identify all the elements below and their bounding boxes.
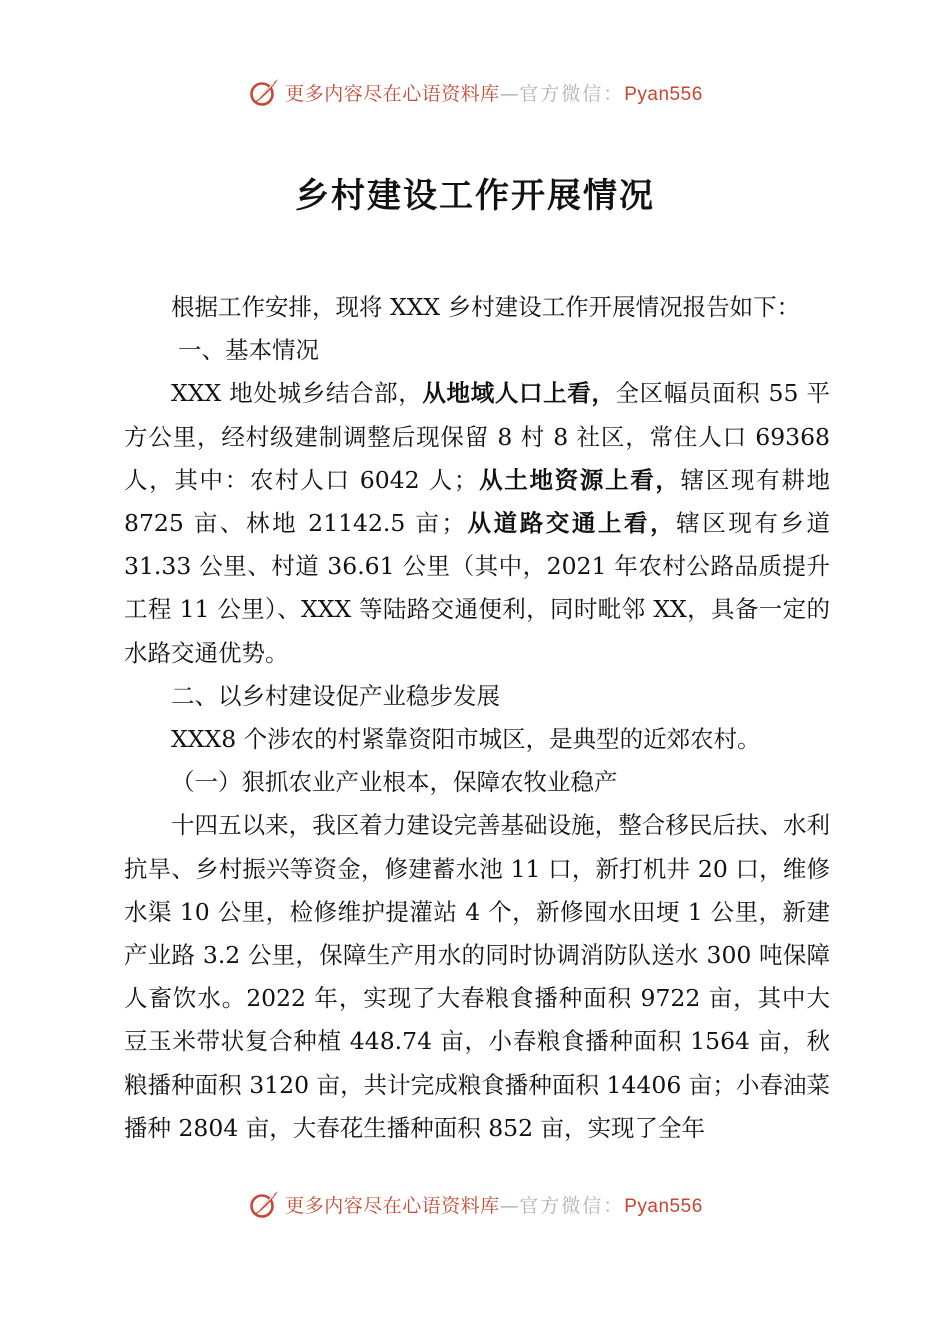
basic-info-bold-1: 从地域人口上看， <box>422 379 616 408</box>
subsection-heading-agriculture: （一）狠抓农业产业根本，保障农牧业稳产 <box>171 768 618 797</box>
watermark-wechat-label: 官方微信： <box>519 82 625 105</box>
basic-info-text-3: 辖区现有耕地 8725 亩、林地 21142.5 亩； <box>124 465 831 538</box>
intro-paragraph: 根据工作安排，现将 XXX 乡村建设工作开展情况报告如下： <box>171 293 801 321</box>
industry-intro-paragraph: XXX8 个涉农的村紧靠资阳市城区，是典型的近郊农村。 <box>171 725 761 754</box>
basic-info-text-1: XXX 地处城乡结合部， <box>171 379 423 408</box>
section-heading-industry: 二、以乡村建设促产业稳步发展 <box>171 681 500 710</box>
basic-info-paragraph <box>124 372 830 674</box>
watermark-text <box>285 79 703 106</box>
watermark-brand: 更多内容尽在心语资料库 <box>285 82 500 105</box>
watermark-wechat-label: 官方微信： <box>519 1194 625 1217</box>
watermark-separator: — <box>499 82 520 105</box>
agriculture-paragraph: 十四五以来，我区着力建设完善基础设施，整合移民后扶、水利抗旱、乡村振兴等资金，修建蓄水池 11 口，新打机井 20 口，维修水渠 10 公里，检修维护提灌站 4 个，新修囤水田埂 1 公里，新建产业路 3.2 公里，保障生产用水的同时协调消防队送水 300 吨保障人畜饮水。2022 年，实现了大春粮食播种面积 9722 亩，其中大豆玉米带状复合种植 448.74 亩，小春粮食播种面积 1564 亩，秋粮播种面积 3120 亩，共计完成粮食播种面积 14406 亩；小春油菜播种 2804 亩，大春花生播种面积 852 亩，实现了全年 <box>124 811 830 1142</box>
watermark-separator: — <box>499 1194 520 1217</box>
basic-info-bold-3: 从道路交通上看， <box>464 509 677 538</box>
watermark-wechat-id: Pyan556 <box>624 83 703 105</box>
document-body <box>124 286 830 1150</box>
footer-watermark <box>0 1184 950 1224</box>
watermark-text <box>285 1191 703 1218</box>
basic-info-text-4: 辖区现有乡道 31.33 公里、村道 36.61 公里（其中，2021 年农村公路品质提升工程 11 公里）、XXX 等陆路交通便利，同时毗邻 XX，具备一定的水路交通优势。 <box>124 509 831 667</box>
watermark-brand: 更多内容尽在心语资料库 <box>285 1194 500 1217</box>
header-watermark <box>0 72 950 112</box>
document-title: 乡村建设工作开展情况 <box>295 176 655 216</box>
basic-info-bold-2: 从土地资源上看， <box>477 465 681 494</box>
basic-info-text-2: 全区幅员面积 55 平方公里，经村级建制调整后现保留 8 村 8 社区，常住人口 69368 人，其中：农村人口 6042 人； <box>124 379 831 494</box>
quill-logo-icon <box>247 1187 281 1221</box>
watermark-wechat-id: Pyan556 <box>624 1195 703 1217</box>
section-heading-basic: 一、基本情况 <box>178 336 320 365</box>
quill-logo-icon <box>247 75 281 109</box>
